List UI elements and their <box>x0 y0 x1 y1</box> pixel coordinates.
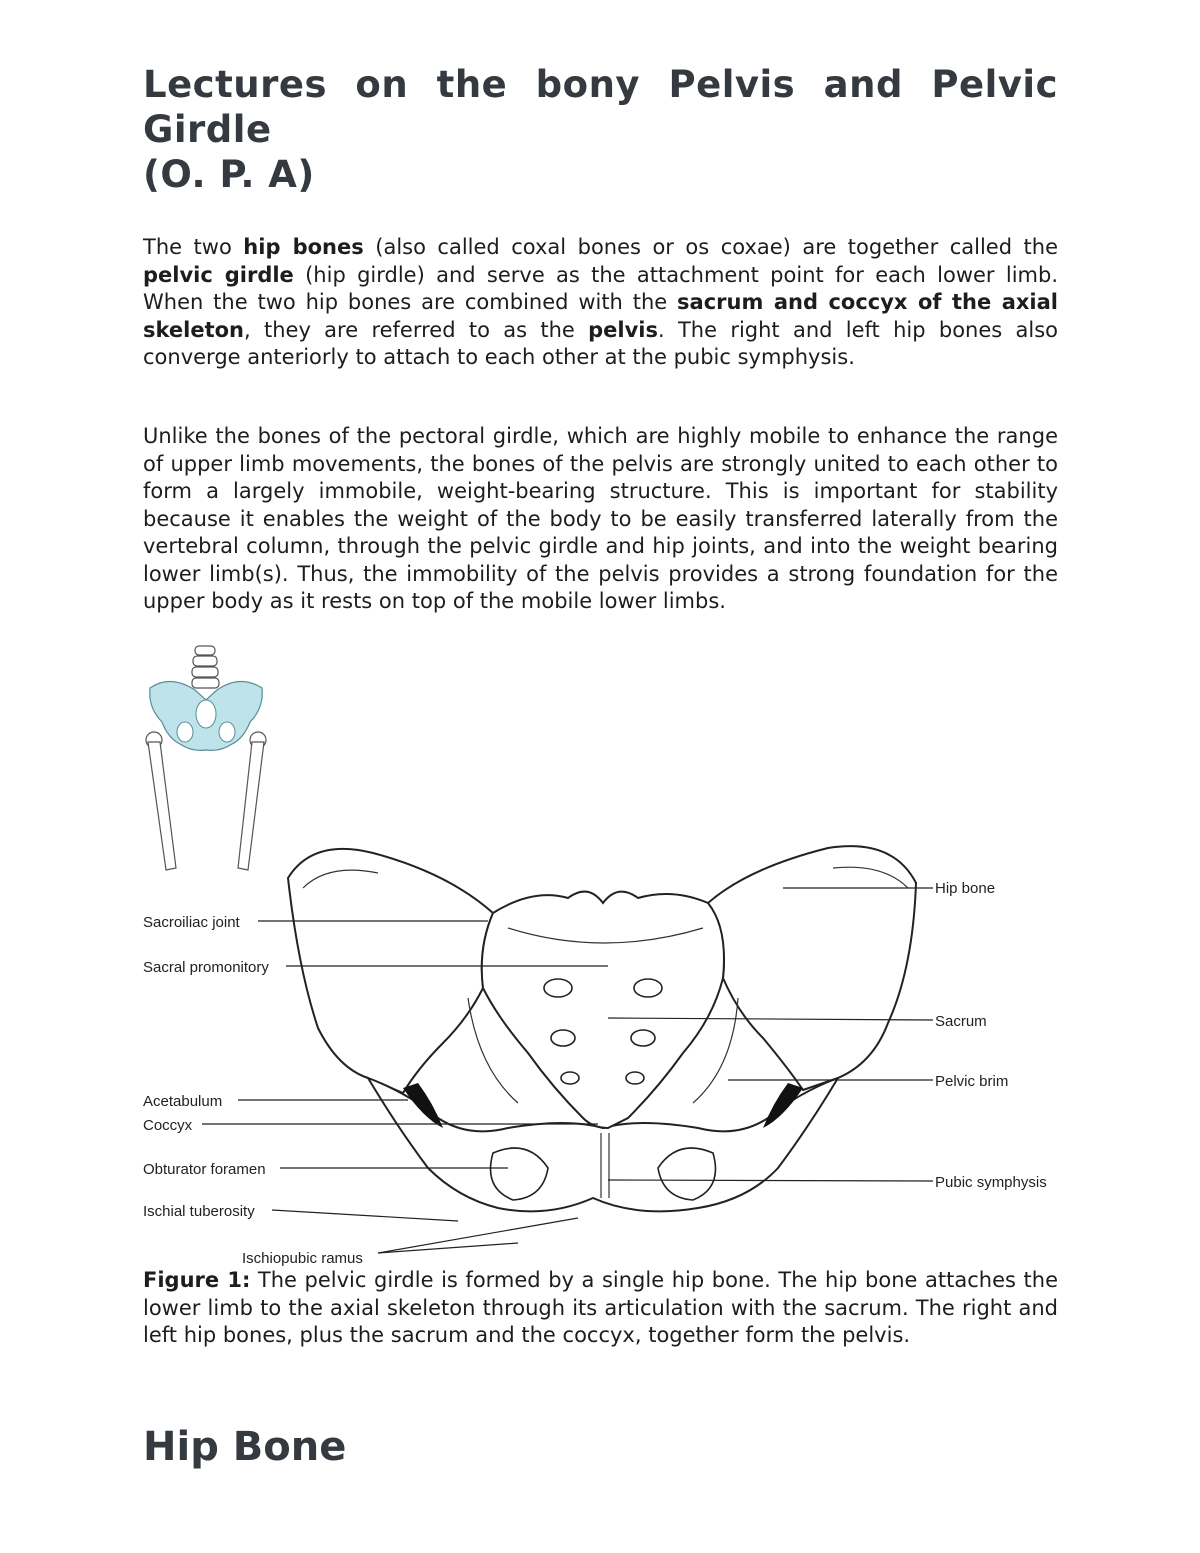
label-hip-bone: Hip bone <box>935 880 996 897</box>
text-run: (hip girdle) and serve as the attachment point for each lower limb. When the two hip bones are combined with the <box>143 262 1058 314</box>
bold-term: pelvic girdle <box>143 262 294 287</box>
text-run: The two <box>143 235 244 259</box>
label-acetabulum: Acetabulum <box>143 1093 223 1110</box>
title-line-1: Lectures on the bony Pelvis and Pelvic <box>143 63 1058 106</box>
caption-text: The pelvic girdle is formed by a single hip bone. The hip bone attaches the lower limb to the axial skeleton through its articulation with the sacrum. The right and left hip bones, plus the sacrum and the coccyx, together form the pelvis. <box>143 1268 1058 1347</box>
label-sacral-promontory: Sacral promonitory <box>143 959 269 976</box>
label-pubic-symphysis: Pubic symphysis <box>935 1174 1047 1191</box>
caption-label: Figure 1: <box>143 1268 251 1292</box>
label-sacrum: Sacrum <box>935 1013 987 1030</box>
stability-paragraph: Unlike the bones of the pectoral girdle, which are highly mobile to enhance the range of upper limb movements, the bones of the pelvis are strongly united to each other to form a largely immobile, weight-bearing structure. This is important for stability because it enables the weight of the body to be easily transferred laterally from the vertebral column, through the pelvic girdle and hip joints, and into the weight bearing lower limb(s). Thus, the immobility of the pelvis provides a strong foundation for the upper body as it rests on top of the mobile lower limbs. <box>143 424 1058 613</box>
title-line-3: (O. P. A) <box>143 153 315 196</box>
page-title <box>143 62 1058 197</box>
section-heading-hip-bone: Hip Bone <box>143 1424 347 1470</box>
intro-paragraph <box>143 234 1058 372</box>
label-obturator-foramen: Obturator foramen <box>143 1161 266 1178</box>
label-ischial-tuberosity: Ischial tuberosity <box>143 1203 255 1220</box>
figure-caption <box>143 1267 1058 1350</box>
text-run: . The right and left hip bones also converge anteriorly to attach to each other at the pubic symphysis. <box>143 317 1059 369</box>
label-ischiopubic-ramus: Ischiopubic ramus <box>242 1250 363 1267</box>
text-run: (also called coxal bones or os coxae) are together called the <box>363 235 1058 259</box>
label-sacroiliac-joint: Sacroiliac joint <box>143 914 240 931</box>
pelvis-illustration <box>288 846 916 1211</box>
bold-term: sacrum and coccyx of the axial skeleton <box>143 290 1058 342</box>
title-line-2: Girdle <box>143 108 272 151</box>
label-pelvic-brim: Pelvic brim <box>935 1073 1009 1090</box>
text-run: , they are referred to as the <box>244 317 589 342</box>
pelvis-anterior-diagram <box>138 828 1068 1268</box>
bold-term: pelvis <box>588 317 658 342</box>
bold-term: hip bones <box>243 235 364 259</box>
label-coccyx: Coccyx <box>143 1117 193 1134</box>
